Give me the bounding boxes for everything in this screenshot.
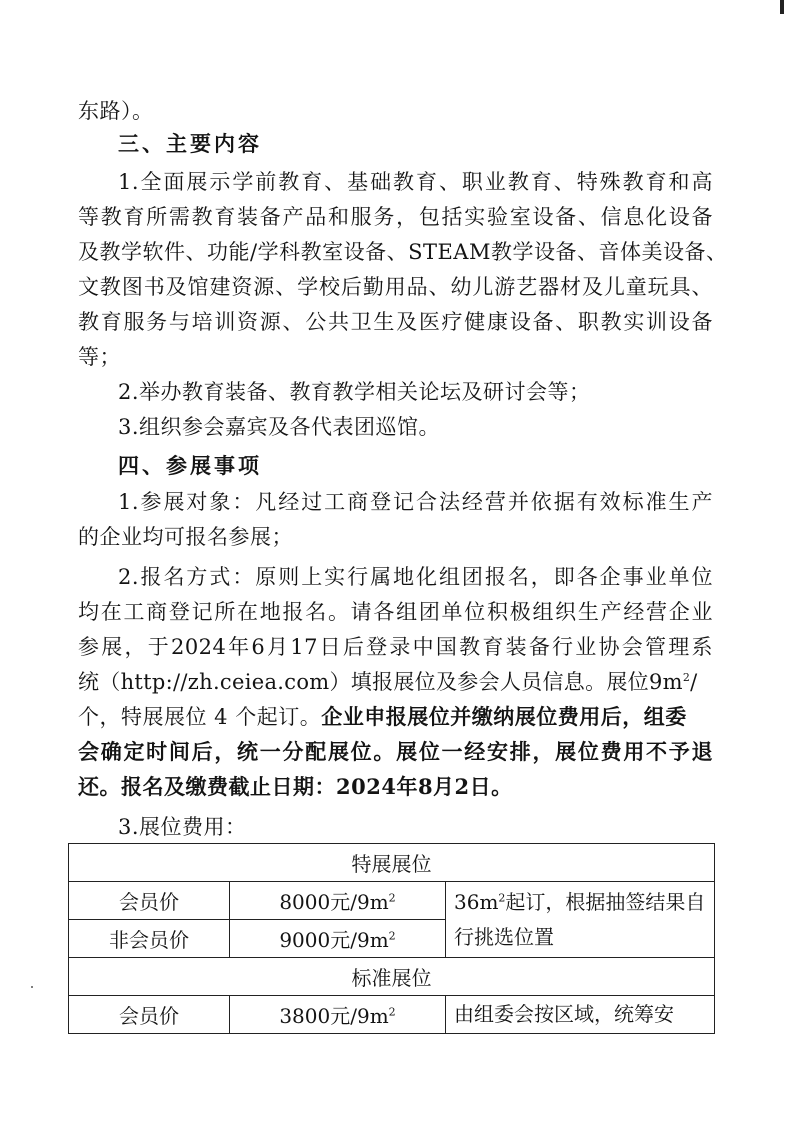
text-line: 2.报名方式：原则上实行属地化组团报名，即各企事业单位 xyxy=(118,565,713,589)
standard-member-price xyxy=(230,996,446,1034)
special-member-price xyxy=(230,882,446,920)
table-row xyxy=(69,844,715,882)
superscript: 2 xyxy=(388,1005,396,1019)
text-fragment: 统（http://zh.ceiea.com）填报展位及参会人员信息。展位9m xyxy=(78,670,683,694)
text-line: 均在工商登记所在地报名。请各组团单位积极组织生产经营企业 xyxy=(78,600,713,624)
text-line: 1.参展对象：凡经过工商登记合法经营并依据有效标准生产 xyxy=(118,490,713,514)
table-row xyxy=(69,958,715,996)
price-text: 8000元/9m xyxy=(279,890,389,914)
note-text: 36m xyxy=(454,889,499,914)
text-fragment: / xyxy=(690,670,698,694)
text-line-registration-url xyxy=(78,667,698,697)
text-line: 教育服务与培训资源、公共卫生及医疗健康设备、职教实训设备 xyxy=(78,310,713,334)
text-line: 等教育所需教育装备产品和服务，包括实验室设备、信息化设备 xyxy=(78,205,713,229)
bold-text-fragment: 企业申报展位并缴纳展位费用后，组委 xyxy=(321,704,687,729)
text-line-mixed-bold xyxy=(78,702,687,732)
price-text: 3800元/9m xyxy=(279,1004,389,1028)
standard-booth-header: 标准展位 xyxy=(69,958,715,996)
text-line: 东路）。 xyxy=(78,99,154,123)
bold-text-line: 会确定时间后，统一分配展位。展位一经安排，展位费用不予退 xyxy=(78,739,713,764)
text-fragment: 个，特展展位 4 个起订。 xyxy=(78,705,322,729)
text-line: 参展，于2024年6月17日后登录中国教育装备行业协会管理系 xyxy=(78,635,713,659)
superscript: 2 xyxy=(498,890,506,904)
text-line: 1.全面展示学前教育、基础教育、职业教育、特殊教育和高 xyxy=(118,170,713,194)
member-price-label: 会员价 xyxy=(69,882,230,920)
scan-edge-mark xyxy=(780,0,784,14)
standard-booth-note: 由组委会按区域，统筹安 xyxy=(446,996,715,1034)
booth-fee-table xyxy=(68,843,715,1034)
text-line: 3.展位费用： xyxy=(118,815,247,839)
text-line: 及教学软件、功能/学科教室设备、STEAM教学设备、音体美设备、 xyxy=(78,240,728,264)
special-booth-note xyxy=(446,882,715,958)
superscript: 2 xyxy=(682,671,691,684)
table-row xyxy=(69,996,715,1034)
text-line: 的企业均可报名参展； xyxy=(78,525,293,549)
member-price-label: 会员价 xyxy=(69,996,230,1034)
superscript: 2 xyxy=(388,929,396,943)
price-text: 9000元/9m xyxy=(279,928,389,952)
special-non-member-price xyxy=(230,920,446,958)
text-line: 文教图书及馆建资源、学校后勤用品、幼儿游艺器材及儿童玩具、 xyxy=(78,275,713,299)
section-heading-exhibition-matters: 四、参展事项 xyxy=(118,454,262,478)
note-text: 起订，根据抽签结果自行挑选位置 xyxy=(454,889,706,949)
non-member-price-label: 非会员价 xyxy=(69,920,230,958)
text-line: 3.组织参会嘉宾及各代表团巡馆。 xyxy=(118,415,441,439)
text-line: 等； xyxy=(78,345,121,369)
text-line: 2.举办教育装备、教育教学相关论坛及研讨会等； xyxy=(118,380,591,404)
bold-text-line: 还。报名及缴费截止日期：2024年8月2日。 xyxy=(78,774,513,799)
superscript: 2 xyxy=(388,891,396,905)
section-heading-main-content: 三、主要内容 xyxy=(118,132,262,156)
special-booth-header: 特展展位 xyxy=(69,844,715,882)
scan-speck xyxy=(31,986,33,988)
table-row xyxy=(69,882,715,920)
